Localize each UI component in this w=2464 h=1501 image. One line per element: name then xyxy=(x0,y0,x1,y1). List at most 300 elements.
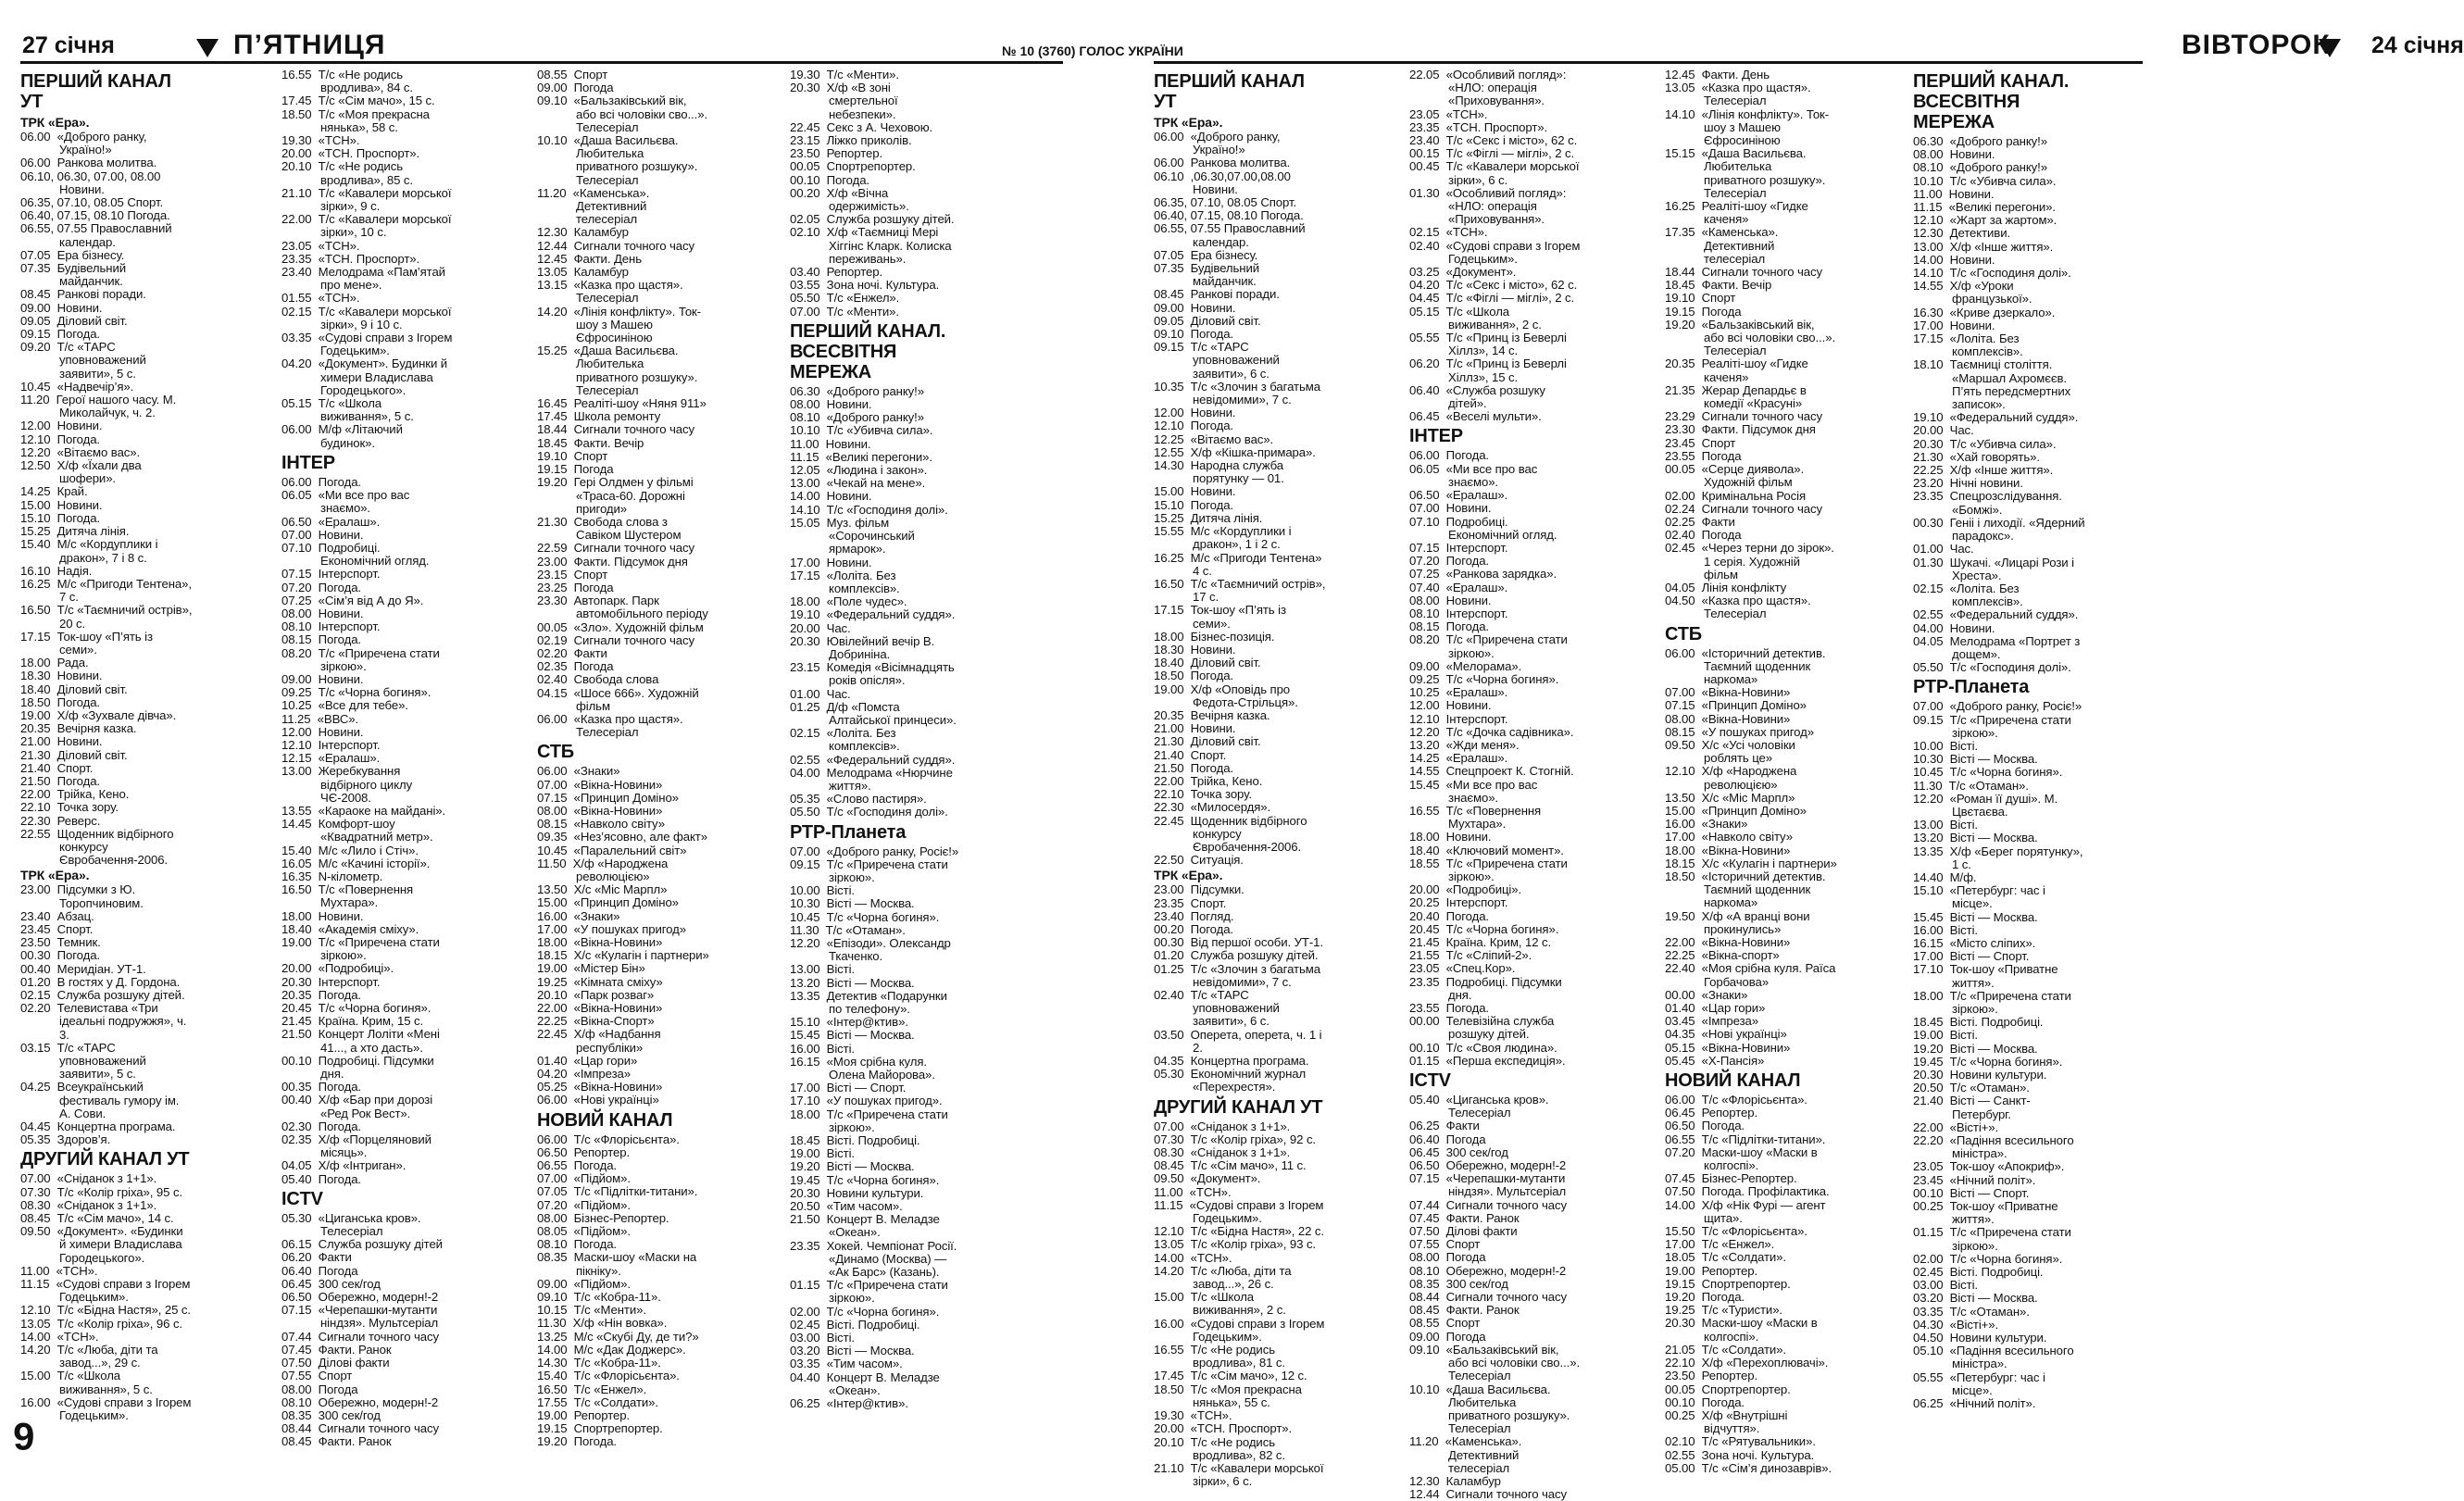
program-listing: 21.50 Погода. xyxy=(1154,760,1233,775)
program-listing: 15.10 «Інтер@ктив». xyxy=(790,1015,908,1030)
program-listing: 07.05 Т/с «Підлітки-титани». xyxy=(537,1184,698,1199)
program-listing: 00.40 Х/ф «Бар при дорозі «Ред Рок Вест». xyxy=(281,1093,436,1120)
program-listing: 06.50 Репортер. xyxy=(537,1145,631,1159)
program-listing: 19.20 «Бальзаківський вік, або всі чоловіки сво...». Телесеріал xyxy=(1665,317,1839,358)
program-listing: 06.55 Т/с «Підлітки-титани». xyxy=(1665,1132,1826,1146)
program-listing: 06.10 ,06.30,07.00,08.00 Новини. xyxy=(1154,169,1295,196)
program-listing: 06.40, 07.15, 08.10 Погода. xyxy=(20,208,170,223)
program-listing: 09.25 Т/с «Чорна богиня». xyxy=(281,685,432,700)
program-listing: 20.30 Новини культури. xyxy=(790,1185,924,1200)
program-listing: 02.25 Факти xyxy=(1665,514,1735,529)
program-listing: 08.55 Спорт xyxy=(537,68,608,81)
triangle-icon xyxy=(2319,39,2341,57)
channel-heading: РТР-Планета xyxy=(790,821,907,843)
program-listing: 12.00 Новини. xyxy=(281,724,364,739)
program-listing: 22.55 Щоденник відбірного конкурсу Євробачення-2006. xyxy=(20,826,178,868)
program-listing: 03.40 Репортер. xyxy=(790,265,883,280)
program-listing: 04.30 «Вісті+». xyxy=(1913,1317,1999,1332)
program-listing: 10.45 «Паралельний світ» xyxy=(537,843,687,857)
program-listing: 15.45 Вісті — Москва. xyxy=(1913,909,2038,924)
program-listing: 07.20 «Підйом». xyxy=(537,1197,631,1212)
program-listing: 23.05 «Спец.Кор». xyxy=(1409,961,1516,976)
program-listing: 23.55 Погода. xyxy=(1409,1001,1489,1016)
program-listing: 19.00 Х/ф «Оповідь про Федота-Стрільця». xyxy=(1154,682,1298,709)
program-listing: 08.15 Погода. xyxy=(281,632,361,647)
program-listing: 12.20 «Епізоди». Олександр Ткаченко. xyxy=(790,935,955,964)
program-listing: 02.35 Погода xyxy=(537,659,614,674)
program-listing: 12.30 Детективи. xyxy=(1913,226,2011,241)
program-listing: 15.00 Т/с «Школа виживання», 2 с. xyxy=(1154,1290,1286,1318)
program-listing: 20.50 Т/с «Отаман». xyxy=(1913,1081,2030,1095)
program-listing: 07.50 Погода. Профілактика. xyxy=(1665,1184,1830,1199)
program-listing: 14.30 Т/с «Кобра-11». xyxy=(537,1356,661,1370)
program-listing: 22.00 «Вікна-Новини» xyxy=(1665,935,1791,949)
program-listing: 18.05 Т/с «Солдати». xyxy=(1665,1250,1786,1265)
program-listing: 01.15 Т/с «Приречена стати зіркою». xyxy=(790,1278,952,1306)
program-listing: 07.50 Ділові факти xyxy=(1409,1224,1518,1239)
program-listing: 18.00 «Вікна-Новини» xyxy=(1665,843,1791,857)
program-listing: 02.10 Т/с «Рятувальники». xyxy=(1665,1434,1816,1449)
program-listing: 00.25 Ток-шоу «Приватне життя». xyxy=(1913,1199,2062,1227)
channel-heading: ІНТЕР xyxy=(281,452,335,473)
program-listing: 00.30 Геніі і лиходії. «Ядерний парадокс». xyxy=(1913,515,2089,544)
channel-heading: ДРУГИЙ КАНАЛ УТ xyxy=(1154,1096,1323,1118)
program-listing: 00.00 Телевізійна служба розшуку дітей. xyxy=(1409,1014,1557,1042)
program-listing: 03.15 Т/с «ТАРС уповноважений заявити», 5 с. xyxy=(20,1040,150,1082)
program-listing: 10.00 Вісті. xyxy=(790,883,855,898)
program-listing: 06.45 «Веселі мульти». xyxy=(1409,409,1542,424)
program-listing: 14.20 Т/с «Люба, діти та завод...», 29 с. xyxy=(20,1343,162,1370)
program-listing: 04.05 Х/ф «Інтриган». xyxy=(281,1158,406,1173)
program-listing: 10.45 «Надвечір’я». xyxy=(20,379,134,394)
program-listing: 23.40 Абзац. xyxy=(20,908,94,923)
program-listing: 23.25 Погода xyxy=(537,580,614,594)
program-listing: 15.55 М/с «Кордуплики і дракон», 1 і 2 с. xyxy=(1154,524,1295,552)
program-listing: 00.40 Меридіан. УТ-1. xyxy=(20,961,146,976)
program-listing: 05.35 Здоров’я. xyxy=(20,1132,111,1147)
program-listing: 06.40 Погода xyxy=(281,1263,358,1278)
program-listing: 11.15 «Великі перегони». xyxy=(790,449,932,464)
program-listing: 12.00 Новини. xyxy=(1409,698,1492,713)
program-listing: 09.00 «Мелорама». xyxy=(1409,658,1522,673)
program-listing: 06.05 «Ми все про вас знаємо». xyxy=(281,488,413,516)
program-listing: 22.05 «Особливий погляд»: «НЛО: операція «Приховування». xyxy=(1409,68,1570,108)
program-listing: 06.00 Погода. xyxy=(1409,448,1489,463)
program-listing: 15.10 «Петербург: час і місце». xyxy=(1913,883,2049,911)
program-listing: 21.40 Спорт. xyxy=(20,760,94,775)
program-listing: 19.10 «Федеральний суддя». xyxy=(790,607,956,622)
program-listing: 23.00 Підсумки з Ю. Торопчиновим. xyxy=(20,882,144,910)
program-listing: 18.45 Факти. Вечір xyxy=(537,435,644,450)
program-listing: 16.25 Реаліті-шоу «Гидке каченя» xyxy=(1665,199,1812,227)
program-listing: 09.15 Т/с «Приречена стати зіркою». xyxy=(1913,712,2075,740)
program-listing: 01.20 В гостях у Д. Гордона. xyxy=(20,974,181,989)
program-listing: 21.00 Новини. xyxy=(1154,721,1236,736)
program-listing: 19.25 Т/с «Туристи». xyxy=(1665,1303,1782,1318)
program-listing: 12.45 Факти. День xyxy=(1665,68,1770,81)
program-listing: 15.00 Т/с «Школа виживання», 5 с. xyxy=(20,1369,153,1396)
program-listing: 02.19 Сигнали точного часу xyxy=(537,632,695,647)
program-listing: 05.55 Т/с «Принц із Беверлі Хіллз», 14 с. xyxy=(1409,331,1570,358)
program-listing: 19.30 «ТСН». xyxy=(281,133,360,148)
program-listing: 10.10 «Даша Васильєва. Любителька приватного розшуку». Телесеріал xyxy=(537,133,701,187)
program-listing: 13.00 Вісті. xyxy=(1913,818,1978,832)
program-listing: 04.25 Всеукраїнський фестиваль гумору ім. А. Сови. xyxy=(20,1080,182,1120)
program-listing: 09.35 «Нез’ясовно, але факт» xyxy=(537,830,707,844)
program-listing: 06.05 «Ми все про вас знаємо». xyxy=(1409,461,1541,489)
program-column xyxy=(1665,68,1839,1475)
program-listing: 21.40 Вісті — Санкт-Петербург. xyxy=(1913,1094,2031,1121)
program-listing: 17.00 Вісті — Спорт. xyxy=(1913,949,2030,964)
program-listing: 04.20 Т/с «Секс і місто», 62 с. xyxy=(1409,278,1578,293)
program-listing: 12.10 Погода. xyxy=(1154,419,1233,433)
program-listing: 00.45 Т/с «Кавалери морської зірки», 6 с. xyxy=(1409,159,1583,187)
program-listing: 18.40 Діловий світ. xyxy=(20,682,128,696)
channel-heading: ІCTV xyxy=(281,1188,323,1209)
program-listing: 06.40, 07.15, 08.10 Погода. xyxy=(1154,208,1304,223)
program-listing: 00.10 Подробиці. Підсумки дня. xyxy=(281,1053,438,1082)
program-listing: 06.00 «Доброго ранку, Україно!» xyxy=(20,130,151,157)
program-listing: 13.20 Вісті — Москва. xyxy=(790,975,915,990)
program-listing: 06.00 М/ф «Літаючий будинок». xyxy=(281,422,406,450)
program-listing: 07.00 Т/с «Менти». xyxy=(790,304,899,319)
page-header xyxy=(1154,30,2464,64)
program-listing: 02.55 «Федеральний суддя». xyxy=(790,752,956,767)
program-listing: 23.05 «ТСН». xyxy=(1409,106,1488,121)
program-listing: 07.40 «Ералаш». xyxy=(1409,580,1508,594)
program-listing: 16.45 Реаліті-шоу «Няня 911» xyxy=(537,396,707,411)
program-listing: 18.00 Бізнес-позиція. xyxy=(1154,629,1275,644)
program-listing: 16.30 «Криве дзеркало». xyxy=(1913,305,2056,319)
program-listing: 18.30 Новини. xyxy=(1154,642,1236,657)
program-listing: 01.25 Т/с «Злочин з багатьма невідомими», 7 с. xyxy=(1154,961,1324,989)
program-listing: 02.10 Х/ф «Таємниці Мері Хіггінс Кларк. Колиска переживань». xyxy=(790,225,956,266)
page-date: 24 січня xyxy=(2371,32,2464,58)
program-listing: 17.45 Школа ремонту xyxy=(537,409,661,424)
program-listing: 11.00 «ТСН». xyxy=(1154,1184,1232,1199)
program-listing: 14.00 М/с «Дак Доджерс». xyxy=(537,1342,686,1357)
program-listing: 14.25 Край. xyxy=(20,484,88,499)
program-listing: 07.00 «Сніданок з 1+1». xyxy=(20,1171,157,1186)
program-listing: 16.00 Вісті. xyxy=(790,1041,855,1056)
program-listing: 15.15 «Даша Васильєва. Любителька приватного розшуку». Телесеріал xyxy=(1665,146,1829,200)
program-listing: 12.10 Т/с «Бідна Настя», 22 с. xyxy=(1154,1224,1324,1239)
program-listing: 14.40 М/ф. xyxy=(1913,869,1977,884)
program-listing: 18.50 Погода. xyxy=(1154,669,1233,683)
program-listing: 00.10 Т/с «Своя людина». xyxy=(1409,1040,1557,1055)
program-listing: 20.30 Інтерспорт. xyxy=(281,974,381,989)
program-listing: 12.10 Інтерспорт. xyxy=(1409,711,1508,726)
program-listing: 19.20 Вісті — Москва. xyxy=(1913,1041,2038,1056)
program-listing: 17.35 «Каменська». Детективний телесеріал xyxy=(1665,225,1782,266)
program-listing: 23.05 Ток-шоу «Апокриф». xyxy=(1913,1159,2065,1174)
program-listing: 03.20 Вісті — Москва. xyxy=(1913,1291,2038,1306)
program-listing: 06.00 Т/с «Флорісьєнта». xyxy=(1665,1093,1807,1107)
program-listing: 05.15 «Вікна-Новини» xyxy=(1665,1040,1791,1055)
program-listing: 12.44 Сигнали точного часу xyxy=(1409,1487,1568,1501)
program-listing: 01.25 Д/ф «Помста Алтайської принцеси». xyxy=(790,699,957,727)
program-listing: 22.00 Трійка, Кено. xyxy=(20,787,130,802)
program-listing: 20.30 Х/ф «В зоні смертельної небезпеки». xyxy=(790,81,902,121)
program-listing: 00.30 Від першої особи. УТ-1. xyxy=(1154,935,1323,950)
program-listing: 20.30 Новини культури. xyxy=(1913,1068,2047,1082)
channel-heading: СТБ xyxy=(1665,623,1702,644)
program-listing: 06.00 «Нові українці» xyxy=(537,1093,659,1107)
program-listing: 16.05 М/с «Качині історії». xyxy=(281,856,431,870)
broadcaster-label: ТРК «Ера». xyxy=(1154,115,1223,130)
program-listing: 16.55 Т/с «Не родись вродлива», 84 с. xyxy=(281,68,413,95)
program-listing: 09.00 Погода xyxy=(1409,1329,1486,1344)
program-listing: 14.20 «Лінія конфлікту». Ток-шоу з Машею Єфросиніною xyxy=(537,304,702,345)
program-listing: 02.00 Т/с «Чорна богиня». xyxy=(1913,1251,2063,1266)
program-listing: 21.50 Погода. xyxy=(20,773,100,788)
program-listing: 02.15 «Лоліта. Без комплексів». xyxy=(790,726,900,754)
program-listing: 19.50 Х/ф «А вранці вони прокинулись» xyxy=(1665,908,1814,936)
program-listing: 23.15 Спорт xyxy=(537,567,608,582)
program-listing: 06.00 Ранкова молитва. xyxy=(20,156,157,170)
program-listing: 12.50 Х/ф «Їхали два шофери». xyxy=(20,458,145,486)
program-listing: 12.10 Т/с «Бідна Настя», 25 с. xyxy=(20,1303,191,1318)
program-listing: 18.40 «Ключовий момент». xyxy=(1409,843,1564,857)
program-listing: 23.45 Спорт xyxy=(1665,435,1736,450)
program-listing: 09.10 «Бальзаківський вік, або всі чоловіки сво...». Телесеріал xyxy=(537,94,711,134)
program-listing: 03.25 «Документ». xyxy=(1409,265,1517,280)
program-listing: 23.15 Комедія «Вісімнадцять років опісля». xyxy=(790,660,958,688)
channel-heading: ПЕРШИЙ КАНАЛ УТ xyxy=(1154,71,1305,112)
program-listing: 09.00 Погода xyxy=(537,81,614,95)
channel-heading: ПЕРШИЙ КАНАЛ. ВСЕСВІТНЯ МЕРЕЖА xyxy=(1913,71,2070,132)
program-listing: 20.35 Реаліті-шоу «Гидке каченя» xyxy=(1665,356,1812,384)
program-listing: 13.00 Х/ф «Інше життя». xyxy=(1913,239,2054,254)
channel-heading: РТР-Планета xyxy=(1913,677,2030,698)
program-listing: 02.55 «Федеральний суддя». xyxy=(1913,607,2079,622)
program-column xyxy=(790,69,962,1451)
program-listing: 03.50 Оперета, оперета, ч. 1 і 2. xyxy=(1154,1027,1326,1055)
program-listing: 22.00 «Вісті+». xyxy=(1913,1119,1999,1134)
program-listing: 04.20 «Документ». Будинки й химери Владислава Городецького». xyxy=(281,356,451,397)
program-listing: 06.45 300 сек/год xyxy=(1409,1145,1508,1159)
program-listing: 02.00 Кримінальна Росія xyxy=(1665,488,1806,503)
program-listing: 08.35 300 сек/год xyxy=(281,1407,381,1422)
program-listing: 04.35 Концертна програма. xyxy=(1154,1054,1309,1069)
program-listing: 06.50 «Ералаш». xyxy=(281,514,381,529)
program-listing: 07.15 «Черепашки-мутанти ніндзя». Мультсеріал xyxy=(281,1303,441,1331)
program-listing: 17.15 Ток-шоу «П’ять із семи». xyxy=(20,629,156,657)
program-listing: 16.15 «Місто сліпих». xyxy=(1913,935,2036,950)
program-listing: 06.40 Погода xyxy=(1409,1132,1486,1146)
program-column xyxy=(20,69,193,1451)
program-listing: 05.35 «Слово пастиря». xyxy=(790,792,927,807)
program-listing: 06.45 Репортер. xyxy=(1665,1106,1758,1120)
program-listing: 01.55 «ТСН». xyxy=(281,291,360,306)
program-listing: 06.55 Погода. xyxy=(537,1158,617,1173)
program-listing: 20.00 «Подробиці». xyxy=(1409,882,1522,897)
program-listing: 21.30 «Хай говорять». xyxy=(1913,449,2040,464)
program-listing: 08.05 «Підйом». xyxy=(537,1224,631,1239)
program-listing: 14.10 Т/с «Господиня долі». xyxy=(790,502,948,517)
program-listing: 05.15 Т/с «Школа виживання», 2 с. xyxy=(1409,304,1542,331)
program-listing: 08.00 Новини. xyxy=(790,397,872,412)
program-listing: 19.15 Погода xyxy=(537,462,614,477)
program-listing: 10.30 Вісті — Москва. xyxy=(790,896,915,911)
program-listing: 08.45 Факти. Ранок xyxy=(281,1434,392,1449)
program-listing: 16.50 Т/с «Таємничий острів», 17 с. xyxy=(1154,576,1329,605)
program-listing: 19.00 Т/с «Приречена стати зіркою». xyxy=(281,935,444,963)
program-listing: 12.20 «Роман її душі». М. Цвєтаєва. xyxy=(1913,791,2061,819)
program-listing: 23.35 «ТСН. Проспорт». xyxy=(281,251,420,266)
program-listing: 17.00 «Навколо світу» xyxy=(1665,830,1793,844)
program-listing: 07.15 Інтерспорт. xyxy=(1409,540,1508,555)
program-listing: 19.10 Спорт xyxy=(1665,291,1736,306)
program-listing: 19.00 «Містер Бін» xyxy=(537,961,645,976)
program-listing: 20.30 Т/с «Убивча сила». xyxy=(1913,436,2057,451)
program-listing: 20.35 Погода. xyxy=(281,987,361,1002)
program-listing: 05.45 «Х-Пансія» xyxy=(1665,1053,1765,1068)
program-listing: 17.10 Ток-шоу «Приватне життя». xyxy=(1913,962,2062,990)
program-listing: 20.00 «ТСН. Проспорт». xyxy=(281,146,420,161)
program-listing: 08.00 Новини. xyxy=(1409,593,1492,607)
program-listing: 11.20 «Каменська». Детективний телесеріал xyxy=(537,185,653,227)
program-listing: 12.00 Новини. xyxy=(20,419,103,433)
program-listing: 07.00 «Сніданок з 1+1». xyxy=(1154,1119,1291,1133)
program-listing: 15.45 «Ми все про вас знаємо». xyxy=(1409,777,1541,805)
program-column xyxy=(1409,68,1583,1501)
program-listing: 17.15 «Лоліта. Без комплексів». xyxy=(1913,331,2023,359)
program-listing: 21.30 Свобода слова з Савіком Шустером xyxy=(537,514,682,543)
program-listing: 17.00 Вісті — Спорт. xyxy=(790,1081,907,1095)
program-listing: 13.05 Т/с «Колір гріха», 93 с. xyxy=(1154,1237,1316,1252)
program-listing: 06.50 Обережно, модерн!-2 xyxy=(281,1290,439,1305)
program-listing: 14.00 Х/ф «Нік Фурі — агент щита». xyxy=(1665,1197,1830,1225)
program-listing: 06.30 «Доброго ранку!» xyxy=(1913,134,2047,148)
program-listing: 23.29 Сигнали точного часу xyxy=(1665,409,1823,424)
program-listing: 23.30 Факти. Підсумок дня xyxy=(1665,422,1816,437)
program-listing: 17.10 «У пошуках пригод». xyxy=(790,1094,943,1108)
program-listing: 16.50 Т/с «Повернення Мухтара». xyxy=(281,882,417,910)
program-listing: 04.05 Лінія конфлікту xyxy=(1665,580,1787,594)
program-listing: 00.05 «Серце диявола». Художній фільм xyxy=(1665,462,1807,490)
program-listing: 20.30 Маски-шоу «Маски в колгоспі». xyxy=(1665,1316,1821,1344)
program-listing: 23.50 Темник. xyxy=(20,935,101,950)
program-listing: 23.20 Нічні новини. xyxy=(1913,476,2023,491)
program-listing: 14.55 Х/ф «Уроки французької». xyxy=(1913,279,2032,306)
program-column xyxy=(1154,69,1329,1489)
channel-heading: ІCTV xyxy=(1409,1070,1451,1092)
program-listing: 16.00 «Судові справи з Ігорем Годецьким». xyxy=(1154,1316,1328,1344)
program-listing: 07.15 Інтерспорт. xyxy=(281,567,381,582)
broadcaster-label: ТРК «Ера». xyxy=(20,868,90,883)
program-listing: 06.25 Факти xyxy=(1409,1119,1480,1133)
program-listing: 22.45 Х/ф «Надбання республіки» xyxy=(537,1027,665,1055)
program-listing: 22.00 «Вікна-Новини» xyxy=(537,1001,663,1016)
program-listing: 21.50 Концерт В. Меладзе «Океан». xyxy=(790,1212,944,1240)
program-listing: 14.00 «ТСН». xyxy=(20,1329,99,1344)
program-listing: 06.30 «Доброго ранку!» xyxy=(790,383,924,398)
program-listing: 07.55 Спорт xyxy=(1409,1237,1481,1252)
program-listing: 23.35 Хокей. Чемпіонат Росії. «Динамо (Москва) — «Ак Барс» (Казань). xyxy=(790,1238,960,1280)
program-listing: 15.40 Т/с «Флорісьєнта». xyxy=(537,1369,680,1383)
program-listing: 20.00 Час. xyxy=(1913,423,1974,438)
program-listing: 06.50 «Ералаш». xyxy=(1409,488,1508,503)
program-listing: 11.15 «Великі перегони». xyxy=(1913,200,2056,215)
program-listing: 09.15 Т/с «ТАРС уповноважений заявити», 6 с. xyxy=(1154,340,1283,381)
program-listing: 13.20 «Жди меня». xyxy=(1409,737,1520,752)
program-listing: 16.00 Вісті. xyxy=(1913,922,1978,937)
program-listing: 09.00 Новини. xyxy=(281,671,364,686)
program-listing: 09.00 «Підйом». xyxy=(537,1276,631,1291)
program-listing: 03.35 Т/с «Отаман». xyxy=(1913,1304,2030,1319)
program-listing: 02.15 Т/с «Кавалери морської зірки», 9 і 10 с. xyxy=(281,304,456,331)
program-listing: 18.00 Новини. xyxy=(281,908,364,923)
program-listing: 21.10 Т/с «Кавалери морської зірки», 9 с. xyxy=(281,185,456,214)
program-listing: 06.50 Обережно, модерн!-2 xyxy=(1409,1158,1567,1173)
program-listing: 17.00 Новини. xyxy=(1913,318,1995,332)
program-listing: 07.00 «Підйом». xyxy=(537,1171,631,1186)
program-column xyxy=(537,69,709,1451)
program-listing: 12.10 Інтерспорт. xyxy=(281,737,381,752)
program-listing: 01.15 Т/с «Приречена стати зіркою». xyxy=(1913,1225,2075,1253)
program-listing: 14.10 «Лінія конфлікту». Ток-шоу з Машею Єфросиніною xyxy=(1665,106,1830,148)
program-listing: 09.00 Новини. xyxy=(1154,300,1236,315)
program-listing: 08.10 Погода. xyxy=(537,1237,617,1252)
program-listing: 08.45 Т/с «Сім мачо», 14 с. xyxy=(20,1211,174,1226)
program-listing: 07.10 Подробиці. Економічний огляд. xyxy=(1409,514,1557,542)
program-listing: 16.55 Т/с «Повернення Мухтара». xyxy=(1409,803,1545,832)
program-listing: 21.10 Т/с «Кавалери морської зірки», 6 с. xyxy=(1154,1460,1328,1489)
program-listing: 02.24 Сигнали точного часу xyxy=(1665,501,1823,516)
program-listing: 11.00 «ТСН». xyxy=(20,1263,98,1278)
program-listing: 09.10 Погода. xyxy=(1154,327,1233,342)
program-listing: 02.05 Служба розшуку дітей. xyxy=(790,212,955,227)
channel-heading: СТБ xyxy=(537,742,574,763)
program-listing: 19.10 Спорт xyxy=(537,448,608,463)
program-listing: 23.00 Підсумки. xyxy=(1154,882,1245,897)
program-listing: 09.05 Діловий світ. xyxy=(20,313,128,328)
channel-heading: ІНТЕР xyxy=(1409,426,1463,447)
program-listing: 09.05 Діловий світ. xyxy=(1154,313,1261,328)
program-listing: 02.20 Факти xyxy=(537,645,607,660)
program-listing: 06.00 «Історичний детектив. Таємний щоденник наркома» xyxy=(1665,645,1829,686)
program-listing: 03.55 Зона ночі. Культура. xyxy=(790,278,940,293)
page-number: 6 xyxy=(13,1415,35,1458)
program-listing: 11.50 Х/ф «Народжена революцією» xyxy=(537,856,671,883)
program-listing: 11.20 «Каменська». Детективний телесеріал xyxy=(1409,1434,1525,1475)
program-listing: 12.30 Каламбур xyxy=(1409,1473,1501,1488)
program-listing: 07.10 Подробиці. Економічний огляд. xyxy=(281,540,430,569)
program-listing: 21.45 Країна. Крим, 15 с. xyxy=(281,1014,424,1029)
program-listing: 08.55 Спорт xyxy=(1409,1316,1481,1331)
program-listing: 07.15 «Черепашки-мутанти ніндзя». Мультсеріал xyxy=(1409,1171,1569,1199)
program-listing: 07.05 Ера бізнесу. xyxy=(20,247,125,262)
page-day-title: ВІВТОРОК xyxy=(2182,30,2331,60)
program-listing: 18.00 Т/с «Приречена стати зіркою». xyxy=(1913,988,2075,1016)
program-listing: 14.25 «Ералаш». xyxy=(1409,751,1508,766)
program-listing: 09.10 «Бальзаківський вік, або всі чоловіки сво...». Телесеріал xyxy=(1409,1342,1583,1383)
program-listing: 08.00 «Вікна-Новини» xyxy=(1665,711,1791,726)
program-listing: 21.30 Діловий світ. xyxy=(20,747,128,762)
program-listing: 10.45 Т/с «Чорна богиня». xyxy=(790,909,940,924)
program-listing: 23.35 «ТСН. Проспорт». xyxy=(1409,119,1548,134)
program-listing: 22.40 «Моя срібна куля. Раїса Горбачова» xyxy=(1665,961,1839,989)
program-listing: 07.44 Сигнали точного часу xyxy=(281,1329,440,1344)
program-listing: 07.30 Т/с «Колір гріха», 95 с. xyxy=(20,1184,182,1199)
program-listing: 06.20 Факти xyxy=(281,1250,352,1265)
program-listing: 12.10 Х/ф «Народжена революцією» xyxy=(1665,764,1800,792)
program-listing: 07.15 «Принцип Доміно» xyxy=(537,790,679,805)
program-listing: 08.00 Новини. xyxy=(1913,147,1995,162)
program-listing: 12.45 Факти. День xyxy=(537,251,642,266)
program-listing: 16.00 «Знаки» xyxy=(537,908,620,923)
